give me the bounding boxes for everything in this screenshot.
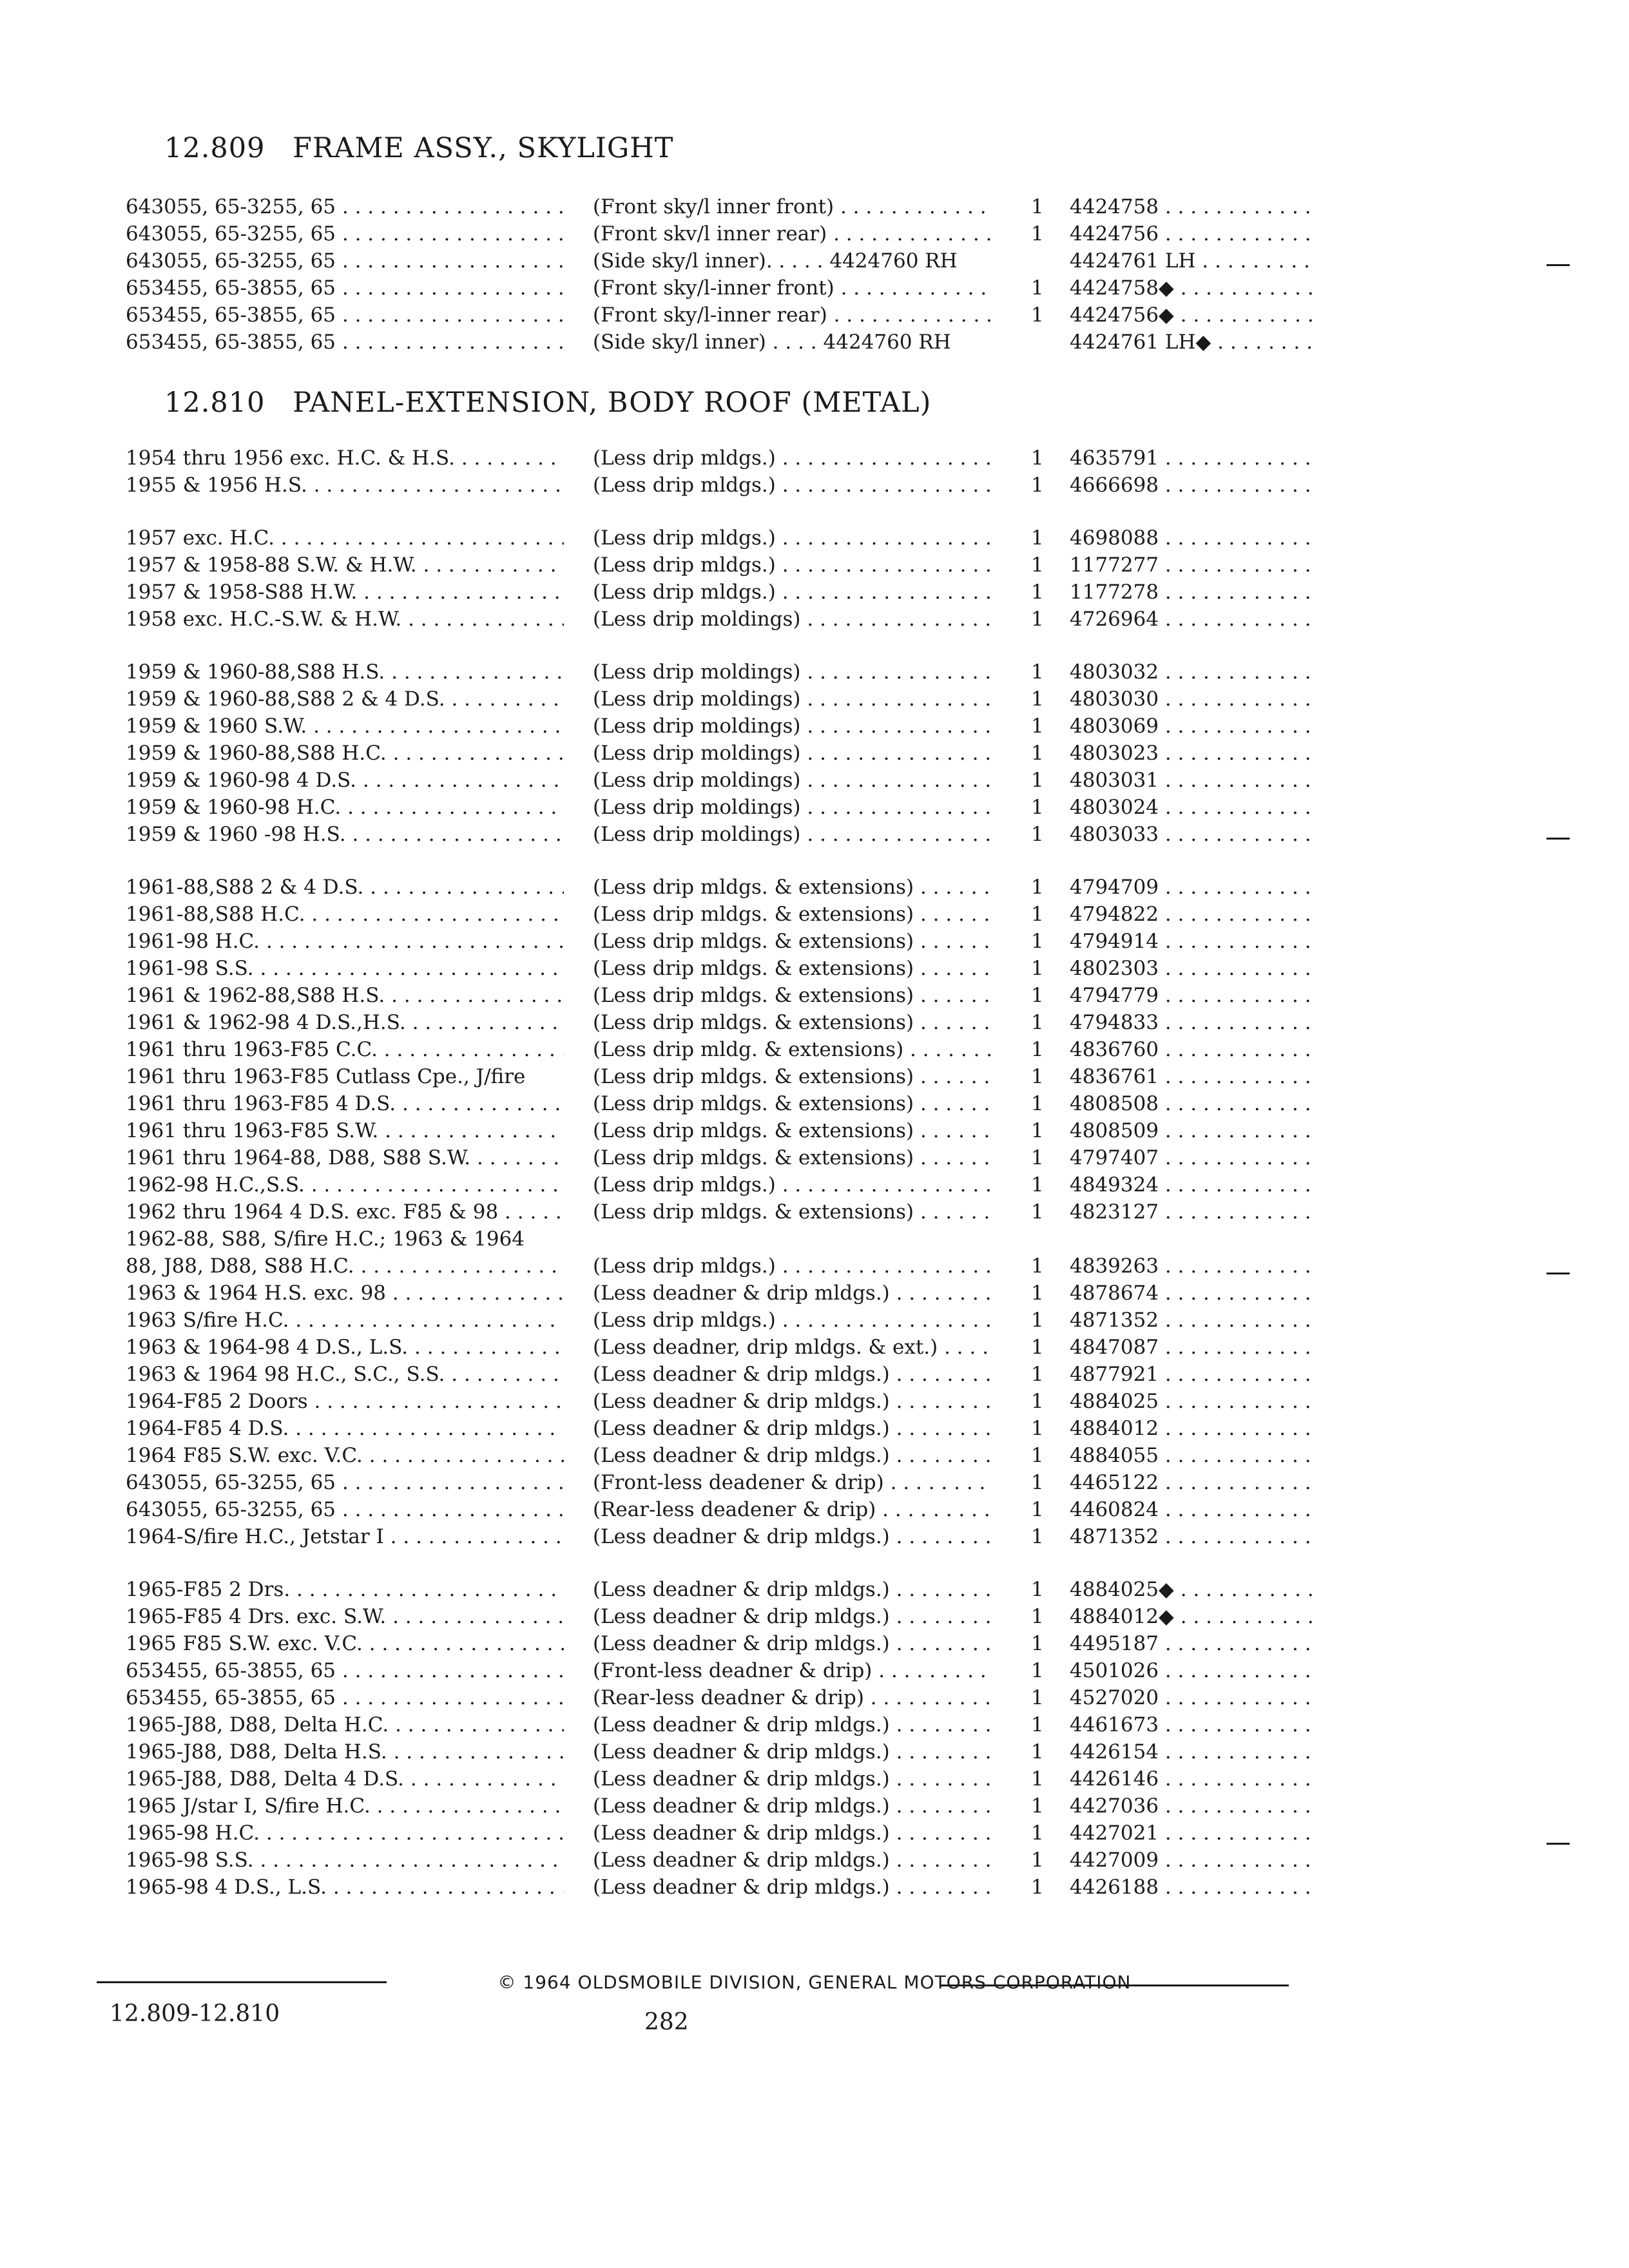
parts-row	[0, 1576, 1629, 1603]
application-text: 643055, 65-3255, 65 . . .	[126, 193, 564, 220]
page-number: 282	[644, 2009, 689, 2035]
part-number: 4635791 . . .	[1070, 445, 1315, 472]
part-number: 4426154 . . .	[1070, 1738, 1315, 1765]
description-text: (Less drip mldgs. & extensions) . . .	[593, 982, 992, 1009]
quantity-text: 1	[1031, 1578, 1044, 1601]
application-text: 1965 F85 S.W. exc. V.C. . . .	[126, 1630, 564, 1657]
description-text: (Less drip moldings) . . .	[593, 606, 992, 633]
parts-row	[0, 193, 1629, 220]
application-text: 1961 thru 1963-F85 4 D.S. . . .	[126, 1090, 564, 1117]
quantity-text: 1	[1031, 687, 1044, 711]
part-number: 4501026 . . .	[1070, 1657, 1315, 1684]
parts-row	[0, 1792, 1629, 1820]
parts-row	[0, 901, 1629, 928]
part-number: 4427009 . . .	[1070, 1847, 1315, 1874]
application-text: 1965-J88, D88, Delta H.C. . . .	[126, 1711, 564, 1738]
application-text: 1959 & 1960-98 H.C. . . .	[126, 794, 564, 821]
part-number: 4847087 . . .	[1070, 1334, 1315, 1361]
part-number: 4884012 . . .	[1070, 1415, 1315, 1442]
parts-row	[0, 1171, 1629, 1198]
application-text: 1957 & 1958-S88 H.W. . . .	[126, 579, 564, 606]
description-text: (Less drip mldgs. & extensions) . . .	[593, 955, 992, 982]
parts-row	[0, 1307, 1629, 1334]
parts-row	[0, 274, 1629, 302]
part-number: 4878674 . . .	[1070, 1280, 1315, 1307]
quantity-text: 1	[1031, 1390, 1044, 1413]
application-text: 1965-J88, D88, Delta 4 D.S. . . .	[126, 1765, 564, 1792]
description-text: (Rear-less deadener & drip) . . .	[593, 1496, 992, 1523]
application-text: 1964-F85 4 D.S. . . .	[126, 1415, 564, 1442]
section-heading: FRAME ASSY., SKYLIGHT	[293, 132, 674, 164]
description-text: (Less deadner & drip mldgs.) . . .	[593, 1603, 992, 1630]
application-text: 1965-98 S.S. . . .	[126, 1847, 564, 1874]
quantity-text: 1	[1031, 1092, 1044, 1115]
copyright-notice: © 1964 OLDSMOBILE DIVISION, GENERAL MOTORS CORPORATION	[497, 1972, 1132, 1993]
parts-row	[0, 1144, 1629, 1171]
section-number: 12.810	[164, 387, 265, 419]
quantity-text: 1	[1031, 195, 1044, 218]
section-heading: PANEL-EXTENSION, BODY ROOF (METAL)	[293, 387, 932, 419]
description-text: (Less deadner & drip mldgs.) . . .	[593, 1792, 992, 1820]
parts-row	[0, 1009, 1629, 1036]
application-text: 1961 & 1962-98 4 D.S.,H.S. . . .	[126, 1009, 564, 1036]
part-number: 4426188 . . .	[1070, 1874, 1315, 1901]
description-text: (Less drip mldgs.) . . .	[593, 579, 992, 606]
part-number: 4808508 . . .	[1070, 1090, 1315, 1117]
section-range: 12.809-12.810	[110, 2001, 280, 2027]
part-number: 4808509 . . .	[1070, 1117, 1315, 1144]
parts-row	[0, 1684, 1629, 1711]
description-text: (Less drip mldgs.) . . .	[593, 552, 992, 579]
description-text: (Front-less deadner & drip) . . .	[593, 1657, 992, 1684]
parts-row	[0, 524, 1629, 552]
part-number: 4884055 . . .	[1070, 1442, 1315, 1469]
application-text: 1959 & 1960-88,S88 2 & 4 D.S. . . .	[126, 686, 564, 713]
parts-row	[0, 928, 1629, 955]
parts-row	[0, 1063, 1629, 1090]
part-number: 4803032 . . .	[1070, 658, 1315, 686]
parts-row	[0, 1036, 1629, 1063]
part-number: 4884025 . . .	[1070, 1388, 1315, 1415]
part-number: 4803033 . . .	[1070, 821, 1315, 848]
parts-row	[0, 1874, 1629, 1901]
application-text: 1963 & 1964 98 H.C., S.C., S.S. . . .	[126, 1361, 564, 1388]
part-number: 4427021 . . .	[1070, 1820, 1315, 1847]
part-number: 1177277 . . .	[1070, 552, 1315, 579]
application-text: 1959 & 1960 -98 H.S. . . .	[126, 821, 564, 848]
description-text: (Less drip mldgs. & extensions) . . .	[593, 1009, 992, 1036]
description-text: (Less drip mldgs. & extensions) . . .	[593, 901, 992, 928]
application-text: 1959 & 1960-98 4 D.S. . . .	[126, 767, 564, 794]
part-number: 4698088 . . .	[1070, 524, 1315, 552]
description-text: (Less drip moldings) . . .	[593, 686, 992, 713]
application-text: 1959 & 1960-88,S88 H.S. . . .	[126, 658, 564, 686]
parts-row	[0, 1090, 1629, 1117]
part-number: 4495187 . . .	[1070, 1630, 1315, 1657]
application-text: 643055, 65-3255, 65 . . .	[126, 247, 564, 274]
quantity-text: 1	[1031, 1849, 1044, 1872]
parts-row	[0, 740, 1629, 767]
description-text: (Front-less deadener & drip) . . .	[593, 1469, 992, 1496]
quantity-text: 1	[1031, 742, 1044, 765]
parts-row	[0, 1469, 1629, 1496]
quantity-text: 1	[1031, 984, 1044, 1007]
parts-row	[0, 1657, 1629, 1684]
part-number: 4803030 . . .	[1070, 686, 1315, 713]
application-text: 1957 exc. H.C. . . .	[126, 524, 564, 552]
parts-row	[0, 955, 1629, 982]
description-text: (Less drip mldgs. & extensions) . . .	[593, 1063, 992, 1090]
parts-row	[0, 1765, 1629, 1792]
quantity-text: 1	[1031, 1444, 1044, 1467]
part-number: 4849324 . . .	[1070, 1171, 1315, 1198]
part-number: 4527020 . . .	[1070, 1684, 1315, 1711]
quantity-text: 1	[1031, 660, 1044, 684]
parts-row	[0, 982, 1629, 1009]
quantity-text: 1	[1031, 1767, 1044, 1791]
part-number: 4803069 . . .	[1070, 713, 1315, 740]
quantity-text: 1	[1031, 303, 1044, 327]
parts-row	[0, 767, 1629, 794]
quantity-text: 1	[1031, 276, 1044, 300]
application-text: 1959 & 1960 S.W. . . .	[126, 713, 564, 740]
quantity-text: 1	[1031, 553, 1044, 577]
description-text: (Less drip moldings) . . .	[593, 767, 992, 794]
description-text: (Less drip mldg. & extensions) . . .	[593, 1036, 992, 1063]
application-text: 1965 J/star I, S/fire H.C. . . .	[126, 1792, 564, 1820]
description-text: (Less drip moldings) . . .	[593, 821, 992, 848]
part-number: 4802303 . . .	[1070, 955, 1315, 982]
description-text: (Less drip mldgs. & extensions) . . .	[593, 874, 992, 901]
description-text: (Less drip mldgs. & extensions) . . .	[593, 1144, 992, 1171]
parts-row	[0, 1198, 1629, 1225]
part-number: 4794833 . . .	[1070, 1009, 1315, 1036]
quantity-text: 1	[1031, 1011, 1044, 1034]
part-number: 4794822 . . .	[1070, 901, 1315, 928]
section-number: 12.809	[164, 132, 265, 164]
parts-row	[0, 1496, 1629, 1523]
quantity-text: 1	[1031, 715, 1044, 738]
parts-row	[0, 1280, 1629, 1307]
description-text: (Less deadner & drip mldgs.) . . .	[593, 1738, 992, 1765]
quantity-text: 1	[1031, 1363, 1044, 1386]
part-number: 4884025◆ . . .	[1070, 1576, 1315, 1603]
quantity-text: 1	[1031, 930, 1044, 953]
application-text: 1961-88,S88 2 & 4 D.S. . . .	[126, 874, 564, 901]
description-text: (Less drip mldgs.) . . .	[593, 524, 992, 552]
parts-row	[0, 552, 1629, 579]
parts-row	[0, 1603, 1629, 1630]
parts-row	[0, 658, 1629, 686]
application-text: 1961-98 H.C. . . .	[126, 928, 564, 955]
quantity-text: 1	[1031, 447, 1044, 470]
quantity-text: 1	[1031, 1309, 1044, 1332]
quantity-text: 1	[1031, 1146, 1044, 1169]
application-text: 1957 & 1958-88 S.W. & H.W. . . .	[126, 552, 564, 579]
description-text: (Less deadner & drip mldgs.) . . .	[593, 1280, 992, 1307]
quantity-text: 1	[1031, 1282, 1044, 1305]
quantity-text: 1	[1031, 1686, 1044, 1709]
quantity-text: 1	[1031, 1821, 1044, 1845]
description-text: (Less deadner & drip mldgs.) . . .	[593, 1820, 992, 1847]
quantity-text: 1	[1031, 876, 1044, 899]
quantity-text: 1	[1031, 823, 1044, 846]
quantity-text: 1	[1031, 222, 1044, 245]
part-number: 4666698 . . .	[1070, 472, 1315, 499]
parts-row	[0, 794, 1629, 821]
application-text: 643055, 65-3255, 65 . . .	[126, 1469, 564, 1496]
quantity-text: 1	[1031, 1632, 1044, 1655]
part-number: 4797407 . . .	[1070, 1144, 1315, 1171]
margin-mark	[1547, 838, 1570, 840]
application-text: 1958 exc. H.C.-S.W. & H.W. . . .	[126, 606, 564, 633]
parts-row	[0, 445, 1629, 472]
quantity-text: 1	[1031, 526, 1044, 550]
parts-row	[0, 247, 1629, 274]
part-number: 4884012◆ . . .	[1070, 1603, 1315, 1630]
quantity-text: 1	[1031, 1336, 1044, 1359]
quantity-text: 1	[1031, 1417, 1044, 1440]
description-text: (Less deadner & drip mldgs.) . . .	[593, 1630, 992, 1657]
quantity-text: 1	[1031, 769, 1044, 792]
parts-row	[0, 1630, 1629, 1657]
description-text: (Rear-less deadner & drip) . . .	[593, 1684, 992, 1711]
part-number: 1177278 . . .	[1070, 579, 1315, 606]
quantity-text: 1	[1031, 1119, 1044, 1142]
parts-row	[0, 1738, 1629, 1765]
quantity-text: 1	[1031, 1200, 1044, 1224]
parts-row	[0, 1847, 1629, 1874]
parts-row	[0, 1442, 1629, 1469]
description-text: (Less deadner & drip mldgs.) . . .	[593, 1388, 992, 1415]
description-text: (Less drip mldgs.) . . .	[593, 1307, 992, 1334]
part-number: 4871352 . . .	[1070, 1523, 1315, 1550]
part-number: 4803024 . . .	[1070, 794, 1315, 821]
parts-row	[0, 329, 1629, 356]
description-text: (Less drip moldings) . . .	[593, 713, 992, 740]
part-number: 4726964 . . .	[1070, 606, 1315, 633]
application-text: 1961-98 S.S. . . .	[126, 955, 564, 982]
application-text: 653455, 65-3855, 65 . . .	[126, 274, 564, 302]
section-title-12-810	[164, 387, 931, 419]
application-text: 1959 & 1960-88,S88 H.C. . . .	[126, 740, 564, 767]
description-text: (Less drip moldings) . . .	[593, 740, 992, 767]
parts-row	[0, 686, 1629, 713]
quantity-text: 1	[1031, 1876, 1044, 1899]
quantity-text: 1	[1031, 1713, 1044, 1736]
quantity-text: 1	[1031, 1498, 1044, 1521]
quantity-text: 1	[1031, 1065, 1044, 1088]
description-text: (Less deadner & drip mldgs.) . . .	[593, 1523, 992, 1550]
application-text: 1965-J88, D88, Delta H.S. . . .	[126, 1738, 564, 1765]
parts-row	[0, 1253, 1629, 1280]
description-text: (Less deadner & drip mldgs.) . . .	[593, 1415, 992, 1442]
description-text: (Side sky/l inner). . . . . 4424760 RH	[593, 249, 958, 273]
part-number: 4426146 . . .	[1070, 1765, 1315, 1792]
description-text: (Less deadner & drip mldgs.) . . .	[593, 1874, 992, 1901]
parts-row	[0, 874, 1629, 901]
description-text: (Less drip mldgs.) . . .	[593, 445, 992, 472]
parts-row	[0, 220, 1629, 247]
description-text: (Less drip mldgs.) . . .	[593, 472, 992, 499]
quantity-text: 1	[1031, 1471, 1044, 1494]
application-text: 643055, 65-3255, 65 . . .	[126, 220, 564, 247]
part-number: 4877921 . . .	[1070, 1361, 1315, 1388]
application-text: 1964-S/fire H.C., Jetstar I . . .	[126, 1523, 564, 1550]
quantity-text: 1	[1031, 581, 1044, 604]
application-text: 1965-F85 2 Drs. . . .	[126, 1576, 564, 1603]
part-number: 4424761 LH◆ . . .	[1070, 329, 1315, 356]
application-text: 1962-98 H.C.,S.S. . . .	[126, 1171, 564, 1198]
application-text: 1961 thru 1963-F85 Cutlass Cpe., J/fire	[126, 1065, 526, 1088]
quantity-text: 1	[1031, 474, 1044, 497]
application-text: 1961-88,S88 H.C. . . .	[126, 901, 564, 928]
part-number: 4460824 . . .	[1070, 1496, 1315, 1523]
application-text: 1962-88, S88, S/fire H.C.; 1963 & 1964	[126, 1227, 525, 1251]
part-number: 4836760 . . .	[1070, 1036, 1315, 1063]
application-text: 1964 F85 S.W. exc. V.C. . . .	[126, 1442, 564, 1469]
description-text: (Less deadner & drip mldgs.) . . .	[593, 1711, 992, 1738]
application-text: 1962 thru 1964 4 D.S. exc. F85 & 98 . . .	[126, 1198, 564, 1225]
description-text: (Less drip moldings) . . .	[593, 794, 992, 821]
application-text: 1961 thru 1963-F85 C.C. . . .	[126, 1036, 564, 1063]
parts-row	[0, 1334, 1629, 1361]
application-text: 643055, 65-3255, 65 . . .	[126, 1496, 564, 1523]
description-text: (Less drip mldgs.) . . .	[593, 1253, 992, 1280]
application-text: 1961 thru 1964-88, D88, S88 S.W. . . .	[126, 1144, 564, 1171]
part-number: 4839263 . . .	[1070, 1253, 1315, 1280]
description-text: (Less drip mldgs.) . . .	[593, 1171, 992, 1198]
application-text: 653455, 65-3855, 65 . . .	[126, 329, 564, 356]
section-title-12-809	[164, 132, 673, 164]
application-text: 653455, 65-3855, 65 . . .	[126, 1657, 564, 1684]
description-text: (Front sky/l-inner front) . . .	[593, 274, 992, 302]
margin-mark	[1547, 264, 1570, 266]
description-text: (Less deadner, drip mldgs. & ext.) . . .	[593, 1334, 992, 1361]
part-number: 4803023 . . .	[1070, 740, 1315, 767]
description-text: (Less drip mldgs. & extensions) . . .	[593, 1117, 992, 1144]
parts-row	[0, 1820, 1629, 1847]
parts-row	[0, 821, 1629, 848]
description-text: (Less deadner & drip mldgs.) . . .	[593, 1576, 992, 1603]
quantity-text: 1	[1031, 608, 1044, 631]
application-text: 1961 thru 1963-F85 S.W. . . .	[126, 1117, 564, 1144]
description-text: (Front skv/l inner rear) . . .	[593, 220, 992, 247]
application-text: 88, J88, D88, S88 H.C. . . .	[126, 1253, 564, 1280]
description-text: (Less deadner & drip mldgs.) . . .	[593, 1442, 992, 1469]
part-number: 4871352 . . .	[1070, 1307, 1315, 1334]
application-text: 1963 & 1964-98 4 D.S., L.S. . . .	[126, 1334, 564, 1361]
part-number: 4803031 . . .	[1070, 767, 1315, 794]
quantity-text: 1	[1031, 1254, 1044, 1278]
part-number: 4465122 . . .	[1070, 1469, 1315, 1496]
part-number: 4794779 . . .	[1070, 982, 1315, 1009]
parts-row	[0, 1117, 1629, 1144]
quantity-text: 1	[1031, 1740, 1044, 1763]
parts-row	[0, 579, 1629, 606]
description-text: (Less deadner & drip mldgs.) . . .	[593, 1847, 992, 1874]
parts-row	[0, 606, 1629, 633]
description-text: (Less drip mldgs. & extensions) . . .	[593, 928, 992, 955]
parts-row	[0, 1361, 1629, 1388]
quantity-text: 1	[1031, 1525, 1044, 1548]
application-text: 1965-F85 4 Drs. exc. S.W. . . .	[126, 1603, 564, 1630]
description-text: (Less drip mldgs. & extensions) . . .	[593, 1198, 992, 1225]
quantity-text: 1	[1031, 1173, 1044, 1196]
application-text: 1965-98 H.C. . . .	[126, 1820, 564, 1847]
description-text: (Less drip moldings) . . .	[593, 658, 992, 686]
part-number: 4836761 . . .	[1070, 1063, 1315, 1090]
application-text: 1965-98 4 D.S., L.S. . . .	[126, 1874, 564, 1901]
application-text: 1964-F85 2 Doors . . .	[126, 1388, 564, 1415]
part-number: 4823127 . . .	[1070, 1198, 1315, 1225]
part-number: 4461673 . . .	[1070, 1711, 1315, 1738]
parts-row	[0, 713, 1629, 740]
margin-mark	[1547, 1843, 1570, 1845]
description-text: (Side sky/l inner) . . . . 4424760 RH	[593, 331, 951, 354]
parts-row	[0, 1523, 1629, 1550]
part-number: 4427036 . . .	[1070, 1792, 1315, 1820]
application-text: 653455, 65-3855, 65 . . .	[126, 1684, 564, 1711]
quantity-text: 1	[1031, 796, 1044, 819]
part-number: 4424761 LH . . .	[1070, 247, 1315, 274]
quantity-text: 1	[1031, 957, 1044, 980]
quantity-text: 1	[1031, 1605, 1044, 1628]
part-number: 4794709 . . .	[1070, 874, 1315, 901]
part-number: 4424756◆ . . .	[1070, 302, 1315, 329]
application-text: 1961 & 1962-88,S88 H.S. . . .	[126, 982, 564, 1009]
application-text: 1954 thru 1956 exc. H.C. & H.S. . . .	[126, 445, 564, 472]
parts-row	[0, 302, 1629, 329]
quantity-text: 1	[1031, 1659, 1044, 1682]
quantity-text: 1	[1031, 1794, 1044, 1818]
part-number: 4424756 . . .	[1070, 220, 1315, 247]
description-text: (Front sky/l-inner rear) . . .	[593, 302, 992, 329]
description-text: (Less drip mldgs. & extensions) . . .	[593, 1090, 992, 1117]
margin-mark	[1547, 1273, 1570, 1274]
quantity-text: 1	[1031, 1038, 1044, 1061]
parts-row	[0, 1388, 1629, 1415]
part-number: 4424758◆ . . .	[1070, 274, 1315, 302]
application-text: 1963 & 1964 H.S. exc. 98 . . .	[126, 1280, 564, 1307]
description-text: (Front sky/l inner front) . . .	[593, 193, 992, 220]
parts-row	[0, 1415, 1629, 1442]
parts-row	[0, 1225, 1629, 1253]
part-number: 4794914 . . .	[1070, 928, 1315, 955]
part-number: 4424758 . . .	[1070, 193, 1315, 220]
description-text: (Less deadner & drip mldgs.) . . .	[593, 1361, 992, 1388]
parts-row	[0, 472, 1629, 499]
application-text: 653455, 65-3855, 65 . . .	[126, 302, 564, 329]
quantity-text: 1	[1031, 903, 1044, 926]
description-text: (Less deadner & drip mldgs.) . . .	[593, 1765, 992, 1792]
application-text: 1963 S/fire H.C. . . .	[126, 1307, 564, 1334]
parts-row	[0, 1711, 1629, 1738]
application-text: 1955 & 1956 H.S. . . .	[126, 472, 564, 499]
